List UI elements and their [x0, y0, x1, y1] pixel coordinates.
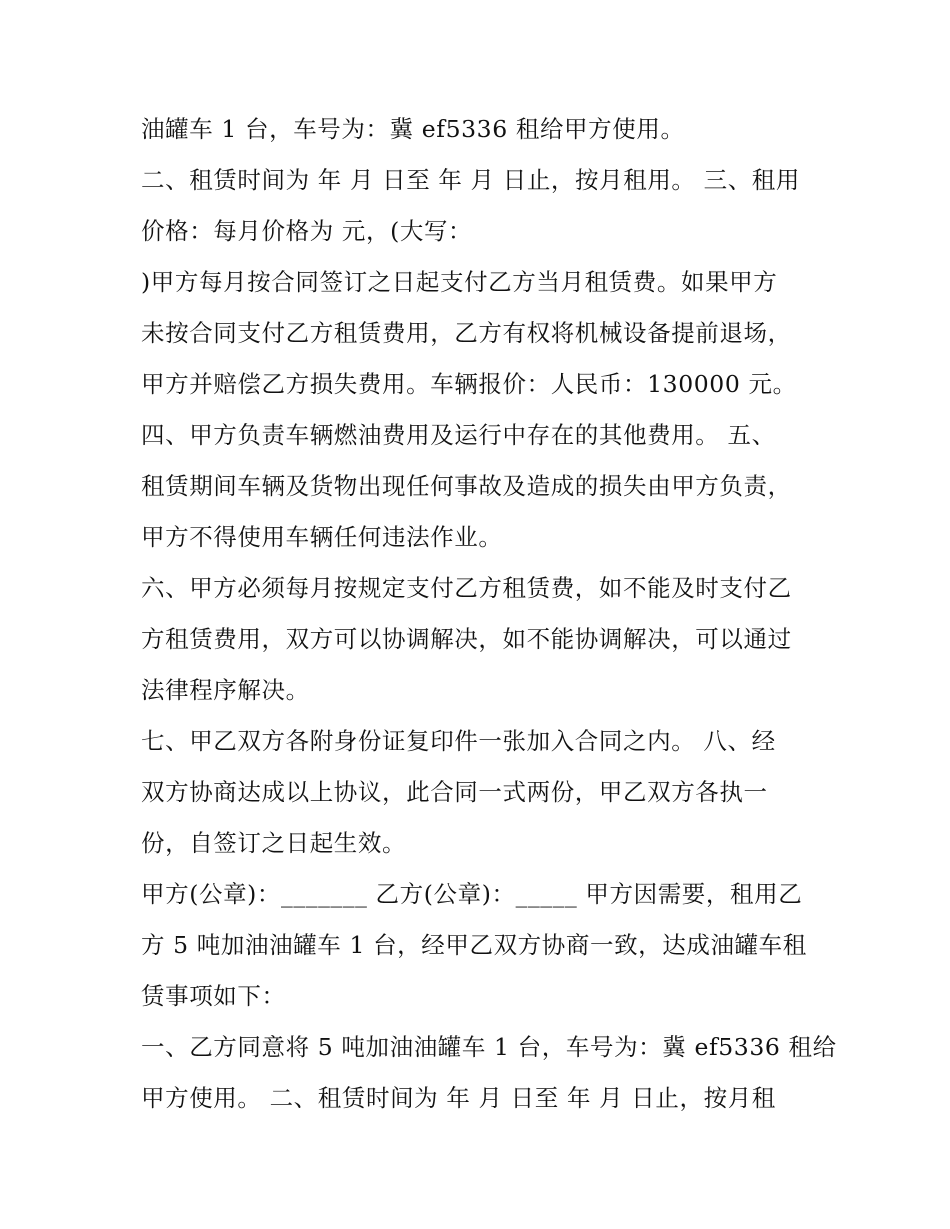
- text-line: 租赁期间车辆及货物出现任何事故及造成的损失由甲方负责，: [141, 472, 792, 500]
- text-line: 甲方(公章)：_______ 乙方(公章)：_____ 甲方因需要，租用乙: [141, 880, 803, 908]
- text-line: 份，自签订之日起生效。: [141, 829, 407, 857]
- text-line: 二、租赁时间为 年 月 日至 年 月 日止，按月租用。 三、租用: [141, 166, 800, 194]
- text-line: 四、甲方负责车辆燃油费用及运行中存在的其他费用。 五、: [141, 421, 776, 449]
- text-line: 六、甲方必须每月按规定支付乙方租赁费，如不能及时支付乙: [141, 574, 792, 602]
- text-line: 法律程序解决。: [141, 676, 310, 704]
- text-line: 赁事项如下：: [141, 982, 286, 1010]
- text-line: 方 5 吨加油油罐车 1 台，经甲乙双方协商一致，达成油罐车租: [141, 931, 807, 959]
- text-line: 一、乙方同意将 5 吨加油油罐车 1 台，车号为：冀 ef5336 租给: [141, 1033, 837, 1061]
- text-line: 方租赁费用，双方可以协调解决，如不能协调解决，可以通过: [141, 625, 792, 653]
- text-line: )甲方每月按合同签订之日起支付乙方当月租赁费。如果甲方: [141, 268, 778, 296]
- text-line: 双方协商达成以上协议，此合同一式两份，甲乙双方各执一: [141, 778, 768, 806]
- text-line: 价格：每月价格为 元，(大写：: [141, 217, 473, 245]
- text-line: 甲方不得使用车辆任何违法作业。: [141, 523, 503, 551]
- text-line: 油罐车 1 台，车号为：冀 ef5336 租给甲方使用。: [141, 115, 685, 143]
- text-line: 甲方使用。 二、租赁时间为 年 月 日至 年 月 日止，按月租: [141, 1084, 776, 1112]
- text-line: 甲方并赔偿乙方损失费用。车辆报价：人民币：130000 元。: [141, 370, 797, 398]
- text-line: 七、甲乙双方各附身份证复印件一张加入合同之内。 八、经: [141, 727, 776, 755]
- contract-text: [141, 104, 837, 1124]
- text-line: 未按合同支付乙方租赁费用，乙方有权将机械设备提前退场，: [141, 319, 792, 347]
